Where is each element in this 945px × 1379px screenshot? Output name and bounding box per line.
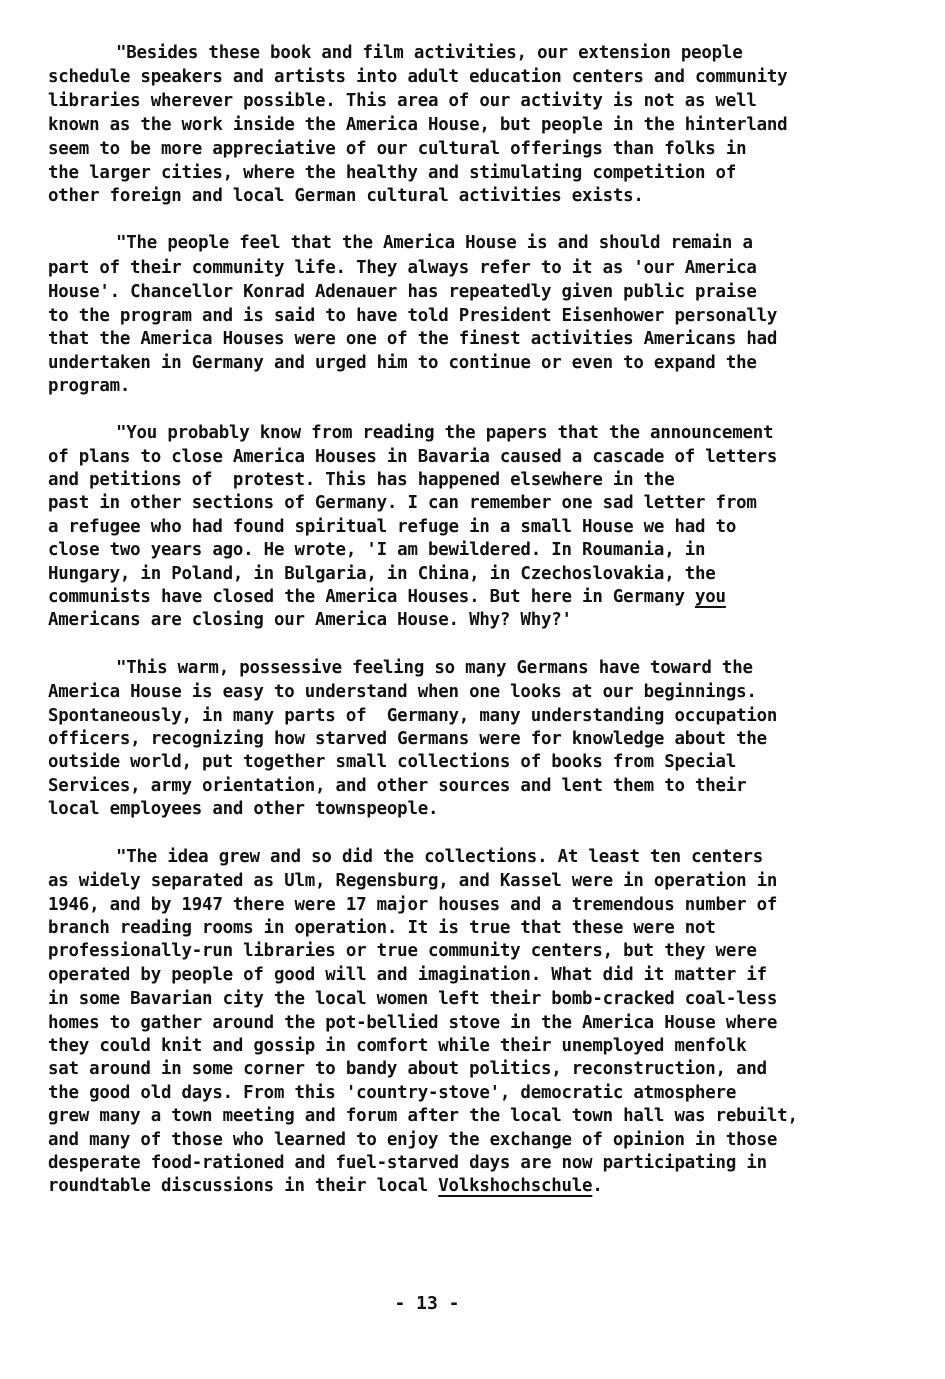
text-line: desperate food-rationed and fuel-starved days are now participating in [48,1153,767,1173]
text-line: and many of those who learned to enjoy the exchange of opinion in those [48,1130,778,1150]
underlined-word: you [695,587,726,607]
text-line: and petitions of protest. This has happened elsewhere in the [48,470,675,490]
text-line: known as the work inside the America House, but people in the hinterland [48,115,788,135]
text-line: seem to be more appreciative of our cultural offerings than folks in [48,139,747,159]
text-line: "The people feel that the America House is and should remain a [116,233,753,253]
text-line: sat around in some corner to bandy about politics, reconstruction, and [48,1059,767,1079]
text-line: as widely separated as Ulm, Regensburg, and Kassel were in operation in [48,871,778,891]
text-line: libraries wherever possible. This area of our activity is not as well [48,91,757,111]
text-line: outside world, put together small collections of books from Special [48,752,737,772]
text-line: "This warm, possessive feeling so many Germans have toward the [116,658,753,678]
text-line: close two years ago. He wrote, 'I am bewildered. In Roumania, in [48,540,706,560]
text-line: the good old days. From this 'country-stove', democratic atmosphere [48,1083,737,1103]
text-line: "Besides these book and film activities, our extension people [116,43,743,63]
underlined-word: Volkshochschule [438,1176,593,1196]
text-line: America House is easy to understand when one looks at our beginnings. [48,682,757,702]
text-line: House'. Chancellor Konrad Adenauer has repeatedly given public praise [48,282,757,302]
text-line: the larger cities, where the healthy and stimulating competition of [48,163,737,183]
text-line: undertaken in Germany and urged him to continue or even to expand the [48,353,757,373]
text-line: part of their community life. They always refer to it as 'our America [48,258,757,278]
text-segment: communists have closed the America Houses. But here in Germany [48,587,696,607]
text-line: in some Bavarian city the local women left their bomb-cracked coal-less [48,989,778,1009]
text-line: to the program and is said to have told President Eisenhower personally [48,306,778,326]
text-line: Americans are closing our America House. Why? Why?' [48,610,572,630]
text-line: other foreign and local German cultural activities exists. [48,186,644,206]
text-line: professionally-run libraries or true community centers, but they were [48,941,757,961]
text-line: local employees and other townspeople. [48,799,439,819]
text-line: grew many a town meeting and forum after the local town hall was rebuilt, [48,1106,798,1126]
text-line: program. [48,376,131,396]
text-line: they could knit and gossip in comfort while their unemployed menfolk [48,1036,747,1056]
page-number: - 13 - [394,1293,460,1314]
text-line [48,1175,603,1197]
text-line [48,586,726,608]
text-line: homes to gather around the pot-bellied stove in the America House where [48,1013,778,1033]
text-segment: . [592,1176,603,1196]
text-line: Spontaneously, in many parts of Germany, many understanding occupation [48,706,778,726]
text-line: of plans to close America Houses in Bavaria caused a cascade of letters [48,447,778,467]
text-line: "You probably know from reading the papers that the announcement [116,423,774,443]
text-line: 1946, and by 1947 there were 17 major houses and a tremendous number of [48,895,778,915]
text-segment: roundtable discussions in their local [48,1176,439,1196]
text-line: branch reading rooms in operation. It is true that these were not [48,918,716,938]
text-line: past in other sections of Germany. I can remember one sad letter from [48,493,757,513]
text-line: operated by people of good will and imagination. What did it matter if [48,965,767,985]
text-line: officers, recognizing how starved Germans were for knowledge about the [48,729,767,749]
text-line: Services, army orientation, and other sources and lent them to their [48,776,747,796]
text-line: a refugee who had found spiritual refuge in a small House we had to [48,517,737,537]
text-line: that the America Houses were one of the finest activities Americans had [48,329,778,349]
text-line: "The idea grew and so did the collections. At least ten centers [116,847,764,867]
text-line: schedule speakers and artists into adult education centers and community [48,67,788,87]
text-line: Hungary, in Poland, in Bulgaria, in China, in Czechoslovakia, the [48,564,716,584]
